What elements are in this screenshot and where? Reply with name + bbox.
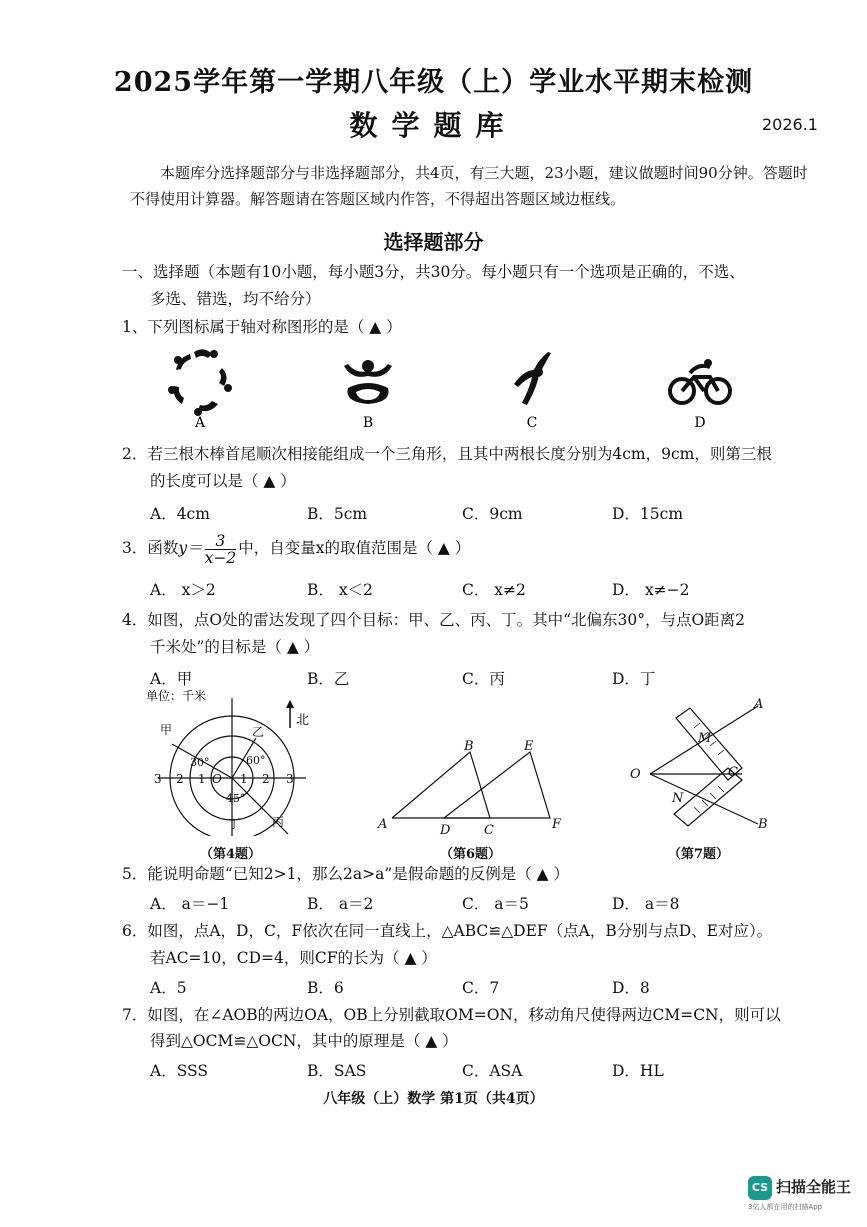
q4-option-a[interactable]: A．甲 — [150, 670, 193, 688]
angle-ruler-figure — [620, 696, 780, 836]
q2-option-a[interactable]: A．4cm — [150, 505, 210, 523]
q3-option-b[interactable]: B． x＜2 — [307, 581, 373, 599]
q4-stem-line1: 4．如图，点O处的雷达发现了四个目标：甲、乙、丙、丁。其中“北偏东30°，与点O距离2 — [122, 611, 746, 629]
q3-options — [150, 578, 710, 600]
q5-option-c[interactable]: C． a＝5 — [462, 895, 529, 913]
part1-heading-line2: 多选、错选，均不给分） — [150, 290, 321, 308]
q3-option-d[interactable]: D． x≠−2 — [612, 581, 690, 599]
north-arrow-icon — [284, 698, 314, 732]
q2-option-d[interactable]: D．15cm — [612, 505, 684, 523]
radar-angle-60: 60° — [246, 754, 266, 767]
q3-stem-pre: 3．函数 — [122, 539, 179, 557]
q7-option-d[interactable]: D．HL — [612, 1062, 664, 1080]
radar-unit-label: 单位：千米 — [146, 689, 207, 703]
figure6-caption: （第6题） — [440, 847, 502, 862]
svg-text:D: D — [694, 415, 706, 431]
q6-option-a[interactable]: A．5 — [150, 979, 187, 997]
radar-target-ding: 丁 — [228, 817, 241, 831]
q5-option-a[interactable]: A． a＝−1 — [150, 895, 230, 913]
q5-option-d[interactable]: D． a＝8 — [612, 895, 680, 913]
svg-text:3: 3 — [286, 772, 294, 786]
svg-text:M: M — [698, 731, 712, 746]
icon-d-cyclist-icon — [670, 359, 730, 403]
svg-text:C: C — [728, 765, 738, 780]
q2-option-b[interactable]: B．5cm — [307, 505, 368, 523]
q6-stem-line2: 若AC=10，CD=4，则CF的长为（ ▲ ） — [150, 949, 437, 967]
radar-angle-30: 30° — [190, 756, 210, 769]
q5-stem: 5．能说明命题“已知2>1，那么2a>a”是假命题的反例是（ ▲ ） — [122, 865, 570, 883]
svg-text:B: B — [362, 415, 374, 431]
svg-text:A: A — [194, 415, 206, 431]
q7-option-a[interactable]: A．SSS — [150, 1062, 209, 1080]
q6-option-d[interactable]: D．8 — [612, 979, 650, 997]
q7-option-c[interactable]: C．ASA — [462, 1062, 523, 1080]
q3-fraction-numerator: 3 — [205, 533, 237, 550]
q5-option-b[interactable]: B． a＝2 — [307, 895, 374, 913]
svg-text:N: N — [672, 791, 684, 806]
q4-option-b[interactable]: B．乙 — [307, 670, 350, 688]
q2-options — [150, 502, 710, 524]
exam-subtitle: 数学题库 — [349, 109, 518, 142]
q5-options — [150, 892, 710, 914]
part1-heading-line1: 一、选择题（本题有10小题，每小题3分，共30分。每小题只有一个选项是正确的，不选、 — [122, 263, 745, 281]
q6-option-c[interactable]: C．7 — [462, 979, 500, 997]
q7-option-b[interactable]: B．SAS — [307, 1062, 367, 1080]
svg-text:C: C — [526, 415, 538, 431]
radar-angle-45: 45° — [226, 792, 246, 805]
q3-stem — [122, 530, 470, 566]
q3-fraction-denominator: x−2 — [204, 548, 237, 567]
icon-a-label — [194, 415, 206, 431]
svg-text:3: 3 — [154, 772, 162, 786]
icon-a-ring-icon — [168, 349, 232, 416]
q3-fraction — [205, 533, 237, 566]
q2-option-c[interactable]: C．9cm — [462, 505, 523, 523]
scanner-watermark — [742, 1170, 860, 1216]
q7-stem-line2: 得到△OCM≌△OCN，其中的原理是（ ▲ ） — [150, 1032, 458, 1050]
svg-text:O: O — [630, 767, 641, 782]
section-heading: 选择题部分 — [383, 230, 484, 254]
q7-stem-line1: 7．如图，在∠AOB的两边OA，OB上分别截取OM=ON，移动角尺使得两边CM=CN，则可以 — [122, 1006, 781, 1024]
q6-option-b[interactable]: B．6 — [307, 979, 344, 997]
svg-text:2: 2 — [176, 772, 184, 786]
q7-options — [150, 1059, 710, 1081]
radar-target-bing: 丙 — [272, 815, 285, 829]
q3-function-lhs: y＝ — [178, 539, 203, 557]
q4-option-c[interactable]: C．丙 — [462, 670, 505, 688]
q6-stem-line1: 6．如图，点A，D，C，F依次在同一直线上，△ABC≌△DEF（点A，B分别与点D、E对应）。 — [122, 922, 773, 940]
figure7-caption: （第7题） — [668, 847, 730, 862]
exam-date: 2026.1 — [762, 115, 818, 134]
q4-stem-line2: 千米处”的目标是（ ▲ ） — [150, 638, 320, 656]
figure4-caption: （第4题） — [200, 847, 262, 862]
q2-stem-line1: 2．若三根木棒首尾顺次相接能组成一个三角形，且其中两根长度分别为4cm，9cm，则第三根 — [122, 445, 772, 463]
svg-text:B: B — [758, 817, 768, 832]
q6-options — [150, 976, 710, 998]
icon-c-dancer-icon — [514, 352, 551, 405]
svg-text:1: 1 — [240, 772, 248, 786]
q1-icons — [160, 345, 760, 435]
scanner-app-name: 扫描全能王 — [776, 1178, 852, 1196]
svg-text:F: F — [552, 817, 562, 832]
svg-text:北: 北 — [296, 713, 310, 728]
svg-text:1: 1 — [198, 772, 206, 786]
q3-stem-post: 中，自变量x的取值范围是（ ▲ ） — [238, 539, 471, 557]
svg-text:C: C — [484, 823, 494, 836]
exam-instructions: 本题库分选择题部分与非选择题部分，共4页，有三大题，23小题，建议做题时间90分钟。答题时不得使用计算器。解答题请在答题区域内作答，不得超出答题区域边框线。 — [130, 164, 808, 208]
radar-target-yi: 乙 — [252, 725, 265, 739]
radar-origin-label: O — [212, 772, 222, 786]
svg-text:A: A — [754, 697, 764, 712]
triangles-figure — [374, 736, 574, 836]
cs-logo-icon: CS — [748, 1176, 772, 1200]
page-footer: 八年级（上）数学 第1页（共4页） — [323, 1091, 544, 1107]
svg-text:B: B — [464, 739, 474, 754]
radar-target-jia: 甲 — [160, 723, 173, 737]
svg-text:E: E — [524, 739, 534, 754]
scanner-tagline: 3亿人都在用的扫描App — [748, 1203, 823, 1211]
svg-text:A: A — [378, 817, 388, 832]
exam-title: 2025学年第一学期八年级（上）学业水平期末检测 — [113, 67, 754, 98]
q2-stem-line2: 的长度可以是（ ▲ ） — [150, 472, 296, 490]
icon-b-person-icon — [344, 360, 392, 404]
q3-option-c[interactable]: C． x≠2 — [462, 581, 526, 599]
svg-text:2: 2 — [262, 772, 270, 786]
q1-stem: 1、下列图标属于轴对称图形的是（ ▲ ） — [122, 318, 402, 336]
svg-text:D: D — [440, 823, 451, 836]
q4-option-d[interactable]: D．丁 — [612, 670, 656, 688]
q3-option-a[interactable]: A． x＞2 — [150, 581, 216, 599]
